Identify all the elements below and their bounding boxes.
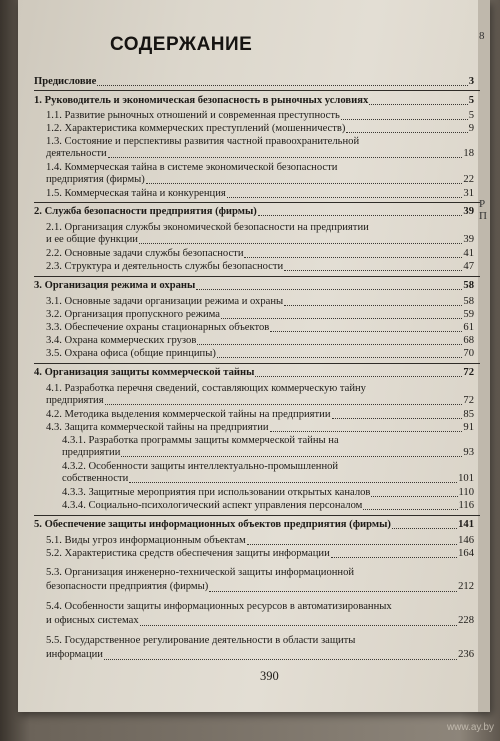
toc-section-2-2: 2.2. Основные задачи службы безопасности 41 (46, 248, 474, 259)
facing-page-fragment: 8 (479, 30, 485, 42)
toc-section-3-3: 3.3. Обеспечение охраны стационарных объектов 61 (46, 322, 474, 333)
toc-section-4-1: 4.1. Разработка перечня сведений, составляющих коммерческую тайну предприятия 72 (46, 383, 474, 406)
divider (34, 276, 480, 277)
toc-section-5-4: 5.4. Особенности защиты информационных ресурсов в автоматизированных и офисных системах 228 (46, 601, 474, 626)
toc-section-1-1: 1.1. Развитие рыночных отношений и современная преступность 5 (46, 110, 474, 121)
divider (34, 202, 480, 203)
watermark: www.ay.by (446, 722, 494, 733)
toc-section-1-5: 1.5. Коммерческая тайна и конкуренция 31 (46, 188, 474, 199)
facing-page-fragment: П (479, 210, 487, 222)
toc-entry-preface: Предисловие 3 (34, 76, 474, 87)
toc-section-3-5: 3.5. Охрана офиса (общие принципы) 70 (46, 348, 474, 359)
toc-section-2-3: 2.3. Структура и деятельность службы безопасности 47 (46, 261, 474, 272)
toc-section-4-2: 4.2. Методика выделения коммерческой тайны на предприятии 85 (46, 409, 474, 420)
toc-chapter-3: 3. Организация режима и охраны 58 (34, 280, 474, 291)
toc-section-5-1: 5.1. Виды угроз информационным объектам 146 (46, 535, 474, 546)
toc-section-5-3: 5.3. Организация инженерно-технической защиты информационной безопасности предприятия (фирмы) 212 (46, 567, 474, 592)
toc-chapter-2: 2. Служба безопасности предприятия (фирмы) 39 (34, 206, 474, 217)
toc-section-3-2: 3.2. Организация пропускного режима 59 (46, 309, 474, 320)
toc-chapter-4: 4. Организация защиты коммерческой тайны 72 (34, 367, 474, 378)
book-page (18, 0, 490, 712)
toc-section-3-1: 3.1. Основные задачи организации режима и охраны 58 (46, 296, 474, 307)
toc-title: СОДЕРЖАНИЕ (110, 34, 253, 55)
toc-subsection-4-3-4: 4.3.4. Социально-психологический аспект управления персоналом 116 (62, 500, 474, 511)
facing-page-fragment: Р (479, 198, 486, 210)
toc-section-1-3: 1.3. Состояние и перспективы развития частной правоохранительной деятельности 18 (46, 136, 474, 159)
divider (34, 363, 480, 364)
divider (34, 515, 480, 516)
toc-section-4-3: 4.3. Защита коммерческой тайны на предприятии 91 (46, 422, 474, 433)
toc-chapter-5: 5. Обеспечение защиты информационных объектов предприятия (фирмы) 141 (34, 519, 474, 530)
table-of-contents (18, 0, 490, 712)
toc-section-3-4: 3.4. Охрана коммерческих грузов 68 (46, 335, 474, 346)
toc-section-1-2: 1.2. Характеристика коммерческих преступлений (мошенничеств) 9 (46, 123, 474, 134)
toc-section-2-1: 2.1. Организация службы экономической безопасности на предприятии и ее общие функции 39 (46, 222, 474, 245)
toc-section-5-2: 5.2. Характеристика средств обеспечения защиты информации 164 (46, 548, 474, 559)
toc-subsection-4-3-3: 4.3.3. Защитные мероприятия при использовании открытых каналов 110 (62, 487, 474, 498)
toc-section-5-5: 5.5. Государственное регулирование деятельности в области защиты информации 236 (46, 635, 474, 660)
toc-subsection-4-3-2: 4.3.2. Особенности защиты интеллектуально-промышленной собственности 101 (62, 461, 474, 484)
toc-chapter-1: 1. Руководитель и экономическая безопасность в рыночных условиях 5 (34, 95, 474, 106)
toc-section-1-4: 1.4. Коммерческая тайна в системе экономической безопасности предприятия (фирмы) 22 (46, 162, 474, 185)
page-number: 390 (260, 669, 279, 683)
toc-subsection-4-3-1: 4.3.1. Разработка программы защиты коммерческой тайны на предприятии 93 (62, 435, 474, 458)
divider (34, 90, 480, 91)
